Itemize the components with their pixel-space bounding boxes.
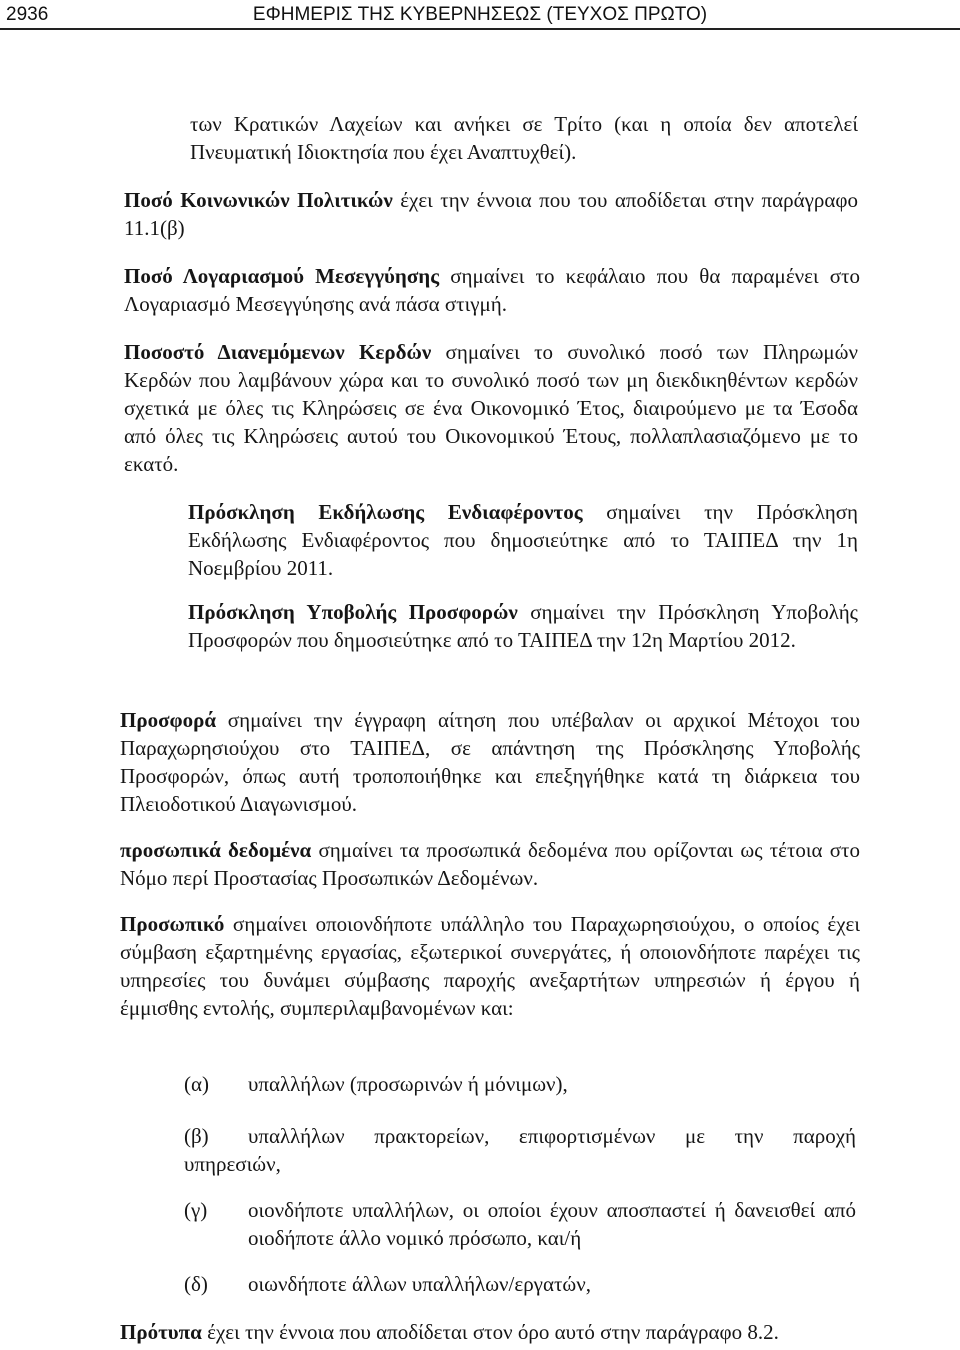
gazette-title: ΕΦΗΜΕΡΙΣ ΤΗΣ ΚΥΒΕΡΝΗΣΕΩΣ (ΤΕΥΧΟΣ ΠΡΩΤΟ) <box>252 4 708 25</box>
definition-escrow-amount <box>124 262 860 318</box>
definition-offer <box>120 706 860 818</box>
list-item-c <box>184 1196 856 1252</box>
definition-text: σημαίνει το κεφάλαιο που θα παραμένει στο Λογαριασμό Μεσεγγύησης ανά πάσα στιγμή. <box>124 264 861 316</box>
paragraph-text: των Κρατικών Λαχείων και ανήκει σε Τρίτο (και η οποία δεν αποτελεί Πνευματική Ιδιοκτησία που έχει Αναπτυχθεί). <box>190 112 858 164</box>
definition-invitation-to-bid <box>188 598 858 654</box>
definition-text: σημαίνει την Πρόσκληση Υποβολής Προσφορών που δημοσιεύτηκε από το ΤΑΙΠΕΔ την 12η Μαρτίου 2012. <box>188 600 858 652</box>
list-item-text: υπαλλήλων πρακτορείων, επιφορτισμένων με την παροχή <box>248 1124 856 1148</box>
definition-personnel <box>120 910 860 1022</box>
list-item-continuation: υπηρεσιών, <box>184 1152 281 1176</box>
definition-payout-percentage <box>124 338 858 478</box>
list-item-d <box>184 1270 856 1298</box>
definition-expression-of-interest <box>188 498 858 582</box>
definition-term: Ποσό Λογαριασμού Μεσεγγύησης <box>124 264 440 288</box>
definition-term: Πρότυπα <box>120 1320 202 1344</box>
definition-term: Πρόσκληση Εκδήλωσης Ενδιαφέροντος <box>188 500 583 524</box>
definition-text: σημαίνει οποιονδήποτε υπάλληλο του Παραχωρησιούχου, ο οποίος έχει σύμβαση εξαρτημένης εργασίας, εξωτερικοί συνεργάτες, ή οποιονδήποτε παρέχει τις υπηρεσίες του δυνάμει σύμβασης παροχής ανεξαρτήτων υπηρεσιών ή έργου ή έμμισθης εντολής, συμπεριλαμβανομένων και: <box>120 912 860 1020</box>
list-item-label: (α) <box>184 1072 209 1096</box>
definition-term: Πρόσκληση Υποβολής Προσφορών <box>188 600 518 624</box>
list-item-label: (γ) <box>184 1198 208 1222</box>
definition-social-policies-amount <box>124 186 858 242</box>
list-item-b <box>184 1122 856 1178</box>
definition-term: Προσφορά <box>120 708 217 732</box>
document-body <box>0 30 960 1350</box>
list-item-label: (δ) <box>184 1272 208 1296</box>
definition-text: σημαίνει την Πρόσκληση Εκδήλωσης Ενδιαφέροντος που δημοσιεύτηκε από το ΤΑΙΠΕΔ την 1η Νοεμβρίου 2011. <box>188 500 859 580</box>
list-item-text: οιονδήποτε υπαλλήλων, οι οποίοι έχουν αποσπαστεί ή δανεισθεί από οιοδήποτε άλλο νομικό πρόσωπο, και/ή <box>248 1198 856 1250</box>
gazette-header <box>0 0 960 30</box>
definition-term: προσωπικά δεδομένα <box>120 838 312 862</box>
list-item-a <box>184 1070 860 1098</box>
definition-term: Ποσό Κοινωνικών Πολιτικών <box>124 188 393 212</box>
list-item-text: υπαλλήλων (προσωρινών ή μόνιμων), <box>248 1072 568 1096</box>
definition-text: έχει την έννοια που του αποδίδεται στην παράγραφο 11.1(β) <box>124 188 858 240</box>
definition-text: σημαίνει την έγγραφη αίτηση που υπέβαλαν οι αρχικοί Μέτοχοι του Παραχωρησιούχου στο ΤΑΙΠΕΔ, σε απάντηση της Πρόσκλησης Υποβολής Προσφορών, όπως αυτή τροποποιήθηκε και επεξηγήθηκε κατά τη διάρκεια του Πλειοδοτικού Διαγωνισμού. <box>120 708 860 816</box>
list-item-text: οιωνδήποτε άλλων υπαλλήλων/εργατών, <box>248 1272 591 1296</box>
definition-text: σημαίνει το συνολικό ποσό των Πληρωμών Κερδών που λαμβάνουν χώρα και το συνολικό ποσό των μη διεκδικηθέντων κερδών σχετικά με όλες τις Κληρώσεις σε ένα Οικονομικό Έτος, διαιρούμενο με τα Έσοδα από όλες τις Κληρώσεις αυτού του Οικονομικού Έτους, πολλαπλασιαζόμενο με το εκατό. <box>124 340 858 476</box>
definition-term: Ποσοστό Διανεμόμενων Κερδών <box>124 340 432 364</box>
definition-standards <box>120 1318 860 1346</box>
definition-term: Προσωπικό <box>120 912 225 936</box>
paragraph-lottery-ip <box>190 110 858 166</box>
definition-text: σημαίνει τα προσωπικά δεδομένα που ορίζονται ως τέτοια στο Νόμο περί Προστασίας Προσωπικών Δεδομένων. <box>120 838 860 890</box>
page-number: 2936 <box>6 4 49 25</box>
definition-text: έχει την έννοια που αποδίδεται στον όρο αυτό στην παράγραφο 8.2. <box>201 1320 779 1344</box>
definition-personal-data <box>120 836 860 892</box>
list-item-label: (β) <box>184 1124 209 1148</box>
